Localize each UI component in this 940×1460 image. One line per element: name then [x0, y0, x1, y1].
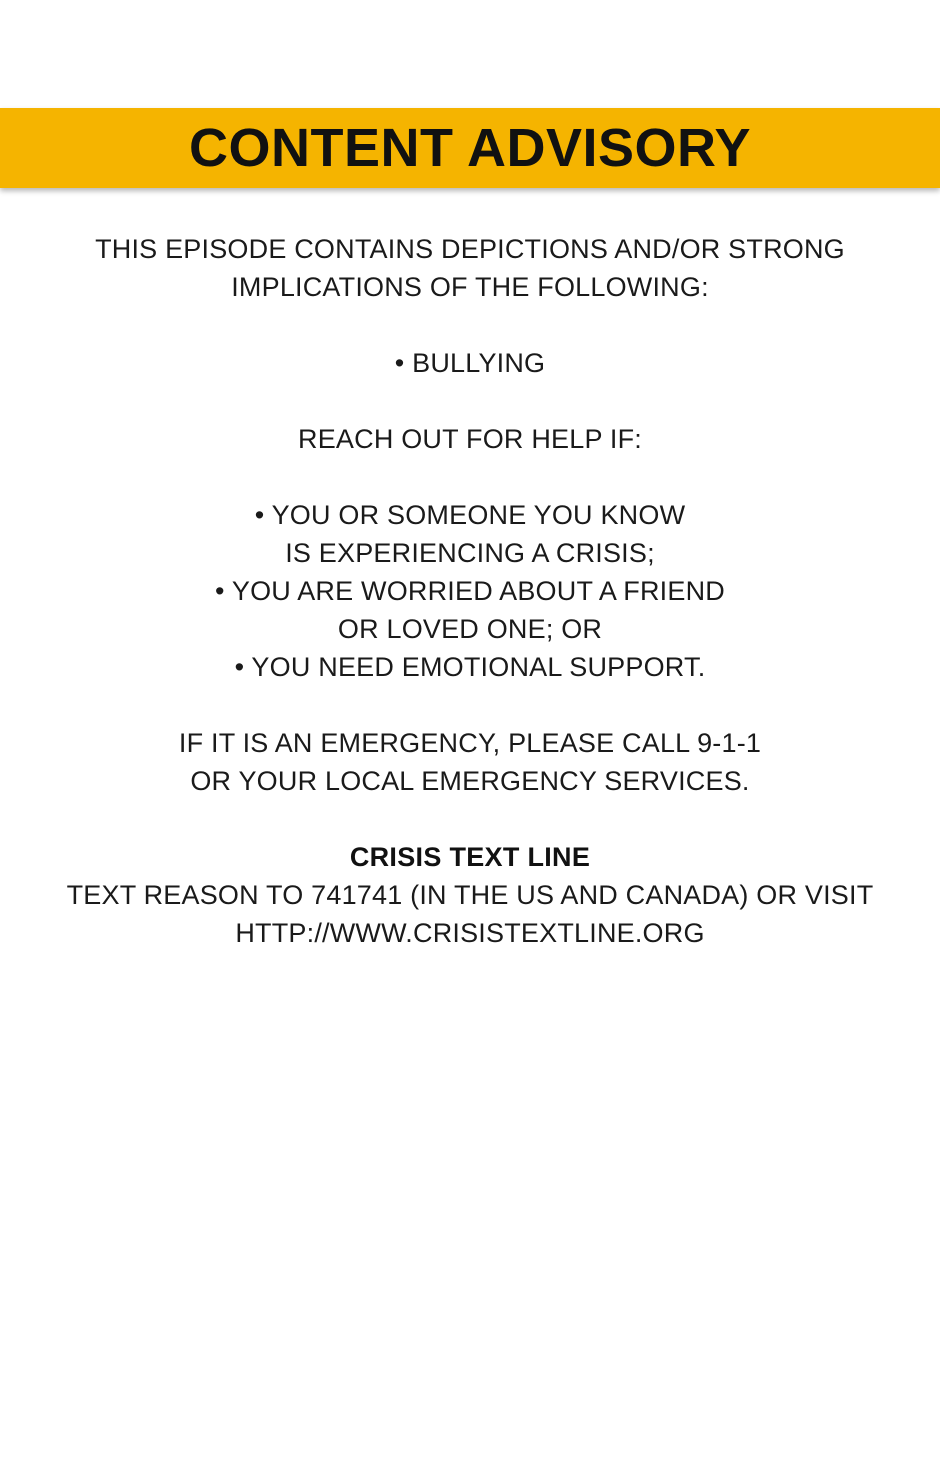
content-item-bullying: • BULLYING: [394, 348, 546, 378]
reach-out-item-3: • YOU NEED EMOTIONAL SUPPORT.: [234, 652, 706, 682]
reach-out-item-2b: OR LOVED ONE; OR: [337, 614, 603, 644]
emergency-block: [0, 724, 940, 800]
top-margin-spacer: [0, 0, 940, 108]
emergency-line-2: OR YOUR LOCAL EMERGENCY SERVICES.: [190, 766, 750, 796]
resource-line-1: TEXT REASON TO 741741 (IN THE US AND CANADA) OR VISIT: [66, 880, 874, 910]
reach-out-item-2a: • YOU ARE WORRIED ABOUT A FRIEND: [215, 576, 725, 606]
advisory-content: [0, 188, 940, 952]
reach-out-heading-block: [0, 420, 940, 458]
resource-name: CRISIS TEXT LINE: [349, 842, 591, 872]
reach-out-items-block: [0, 496, 940, 686]
content-advisory-banner: [0, 108, 940, 188]
spacer-2: [0, 382, 940, 420]
spacer-5: [0, 800, 940, 838]
resource-url: HTTP://WWW.CRISISTEXTLINE.ORG: [235, 918, 705, 948]
spacer-3: [0, 458, 940, 496]
intro-block: [0, 230, 940, 306]
content-items-block: [0, 344, 940, 382]
intro-line-2: IMPLICATIONS OF THE FOLLOWING:: [231, 272, 709, 302]
reach-out-heading: REACH OUT FOR HELP IF:: [298, 424, 642, 454]
spacer-4: [0, 686, 940, 724]
intro-line-1: THIS EPISODE CONTAINS DEPICTIONS AND/OR STRONG: [95, 234, 845, 264]
reach-out-item-1b: IS EXPERIENCING A CRISIS;: [285, 538, 655, 568]
emergency-line-1: IF IT IS AN EMERGENCY, PLEASE CALL 9-1-1: [178, 728, 762, 758]
reach-out-item-1a: • YOU OR SOMEONE YOU KNOW: [254, 500, 686, 530]
page-title: CONTENT ADVISORY: [188, 118, 752, 178]
spacer-1: [0, 306, 940, 344]
resource-block: [0, 838, 940, 952]
